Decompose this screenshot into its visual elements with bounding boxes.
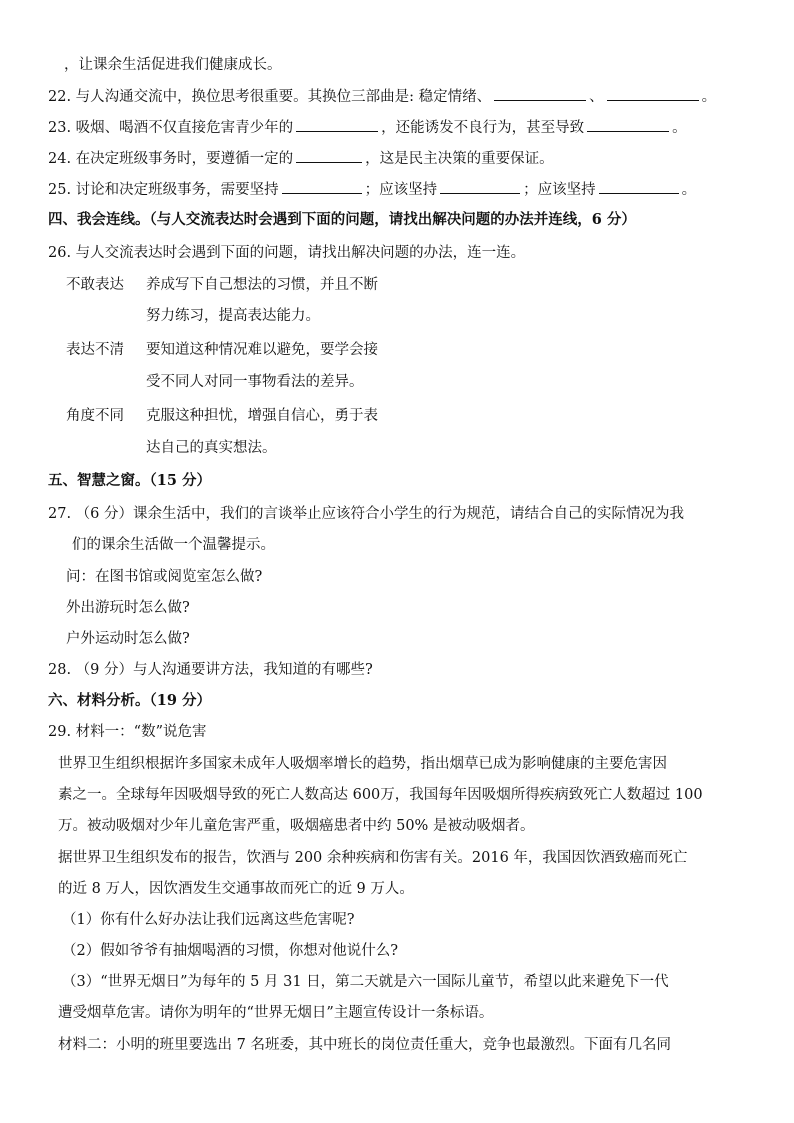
answer-blank[interactable] [282, 177, 362, 194]
question-22: 22. 与人沟通交流中，换位思考很重要。其换位三部曲是: 稳定情绪、 、 。 [48, 84, 758, 108]
question-27-prompt-1: 问：在图书馆或阅览室怎么做? [66, 569, 263, 585]
question-27-cont: 们的课余生活做一个温馨提示。 [72, 537, 275, 553]
question-28: 28. （9 分）与人沟通要讲方法，我知道的有哪些? [48, 662, 373, 678]
material-1-paragraph-1: 世界卫生组织根据许多国家未成年人吸烟率增长的趋势，指出烟草已成为影响健康的主要危害因 [58, 756, 667, 772]
material-2: 材料二：小明的班里要选出 7 名班委，其中班长的岗位责任重大，竞争也最激烈。下面有几名同 [58, 1037, 671, 1053]
sub-question-2: （2）假如爷爷有抽烟喝酒的习惯，你想对他说什么? [62, 943, 398, 959]
matching-solution[interactable]: 要知道这种情况难以避免，要学会接 [146, 342, 378, 358]
material-1-paragraph-1-line-2: 素之一。全球每年因吸烟导致的死亡人数高达 600万，我国每年因吸烟所得疾病致死亡人数超过 100 [58, 787, 703, 803]
section-4-heading: 四、我会连线。（与人交流表达时会遇到下面的问题，请找出解决问题的办法并连线，6 分） [48, 211, 636, 228]
matching-row-1 [66, 273, 758, 297]
material-1-paragraph-2-line-2: 的近 8 万人，因饮酒发生交通事故而死亡的近 9 万人。 [58, 881, 414, 897]
sub-question-3: （3）“世界无烟日”为每年的 5 月 31 日，第二天就是六一国际儿童节，希望以此来避免下一代 [62, 974, 669, 990]
matching-solution[interactable]: 克服这种担忧，增强自信心，勇于表 [146, 408, 378, 424]
answer-blank[interactable] [607, 84, 699, 101]
question-27-prompt-2: 外出游玩时怎么做? [66, 600, 190, 616]
sub-question-1: （1）你有什么好办法让我们远离这些危害呢? [62, 912, 355, 928]
question-24: 24. 在决定班级事务时，要遵循一定的 ，这是民主决策的重要保证。 [48, 146, 758, 170]
matching-row-1-cont: 努力练习，提高表达能力。 [146, 308, 320, 324]
question-23: 23. 吸烟、喝酒不仅直接危害青少年的 ，还能诱发不良行为，甚至导致 。 [48, 115, 758, 139]
answer-blank[interactable] [440, 177, 520, 194]
answer-blank[interactable] [296, 115, 378, 132]
answer-blank[interactable] [599, 177, 679, 194]
question-27-prompt-3: 户外运动时怎么做? [66, 631, 190, 647]
sub-question-3-cont: 遭受烟草危害。请你为明年的“世界无烟日”主题宣传设计一条标语。 [58, 1005, 494, 1021]
answer-blank[interactable] [494, 84, 586, 101]
section-5-heading: 五、智慧之窗。（15 分） [48, 472, 211, 489]
matching-row-2 [66, 338, 758, 362]
question-25: 25. 讨论和决定班级事务，需要坚持 ；应该坚持 ；应该坚持 。 [48, 177, 758, 201]
material-1-paragraph-1-line-3: 万。被动吸烟对少年儿童危害严重，吸烟癌患者中约 50% 是被动吸烟者。 [58, 818, 535, 834]
answer-blank[interactable] [296, 146, 362, 163]
material-1-paragraph-2: 据世界卫生组织发布的报告，饮酒与 200 余种疾病和伤害有关。2016 年，我国因饮酒致癌而死亡 [58, 850, 688, 866]
question-26: 26. 与人交流表达时会遇到下面的问题，请找出解决问题的办法，连一连。 [48, 245, 526, 261]
matching-problem[interactable]: 表达不清 [66, 342, 124, 358]
matching-solution[interactable]: 养成写下自己想法的习惯，并且不断 [146, 277, 378, 293]
matching-row-3-cont: 达自己的真实想法。 [146, 440, 277, 456]
question-29: 29. 材料一：“数”说危害 [48, 724, 207, 740]
continuation-line: ，让课余生活促进我们健康成长。 [64, 57, 282, 73]
question-27: 27. （6 分）课余生活中，我们的言谈举止应该符合小学生的行为规范，请结合自己的实际情况为我 [48, 506, 684, 522]
matching-row-2-cont: 受不同人对同一事物看法的差异。 [146, 374, 364, 390]
answer-blank[interactable] [587, 115, 669, 132]
matching-row-3 [66, 404, 758, 428]
section-6-heading: 六、材料分析。（19 分） [48, 692, 211, 709]
matching-problem[interactable]: 角度不同 [66, 408, 124, 424]
matching-problem[interactable]: 不敢表达 [66, 277, 124, 293]
